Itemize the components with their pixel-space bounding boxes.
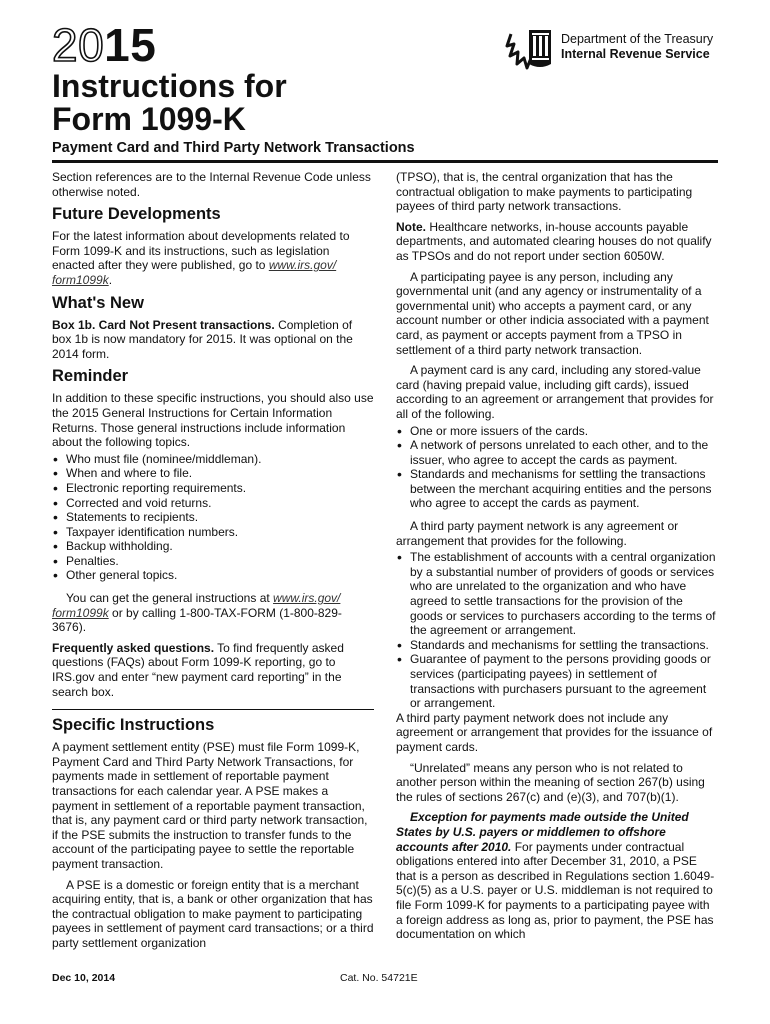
payment-card-list (396, 424, 718, 512)
list-item: • One or more issuers of the cards. (396, 424, 718, 439)
header-rule (52, 160, 718, 163)
page-subtitle: Payment Card and Third Party Network Transactions (52, 140, 415, 156)
title-line-2: Form 1099-K (52, 101, 246, 137)
list-item: • Guarantee of payment to the persons providing goods or services (participating payees) in settlement of transactions with purchasers pursuant to the agreement or arrangement. (396, 652, 718, 710)
list-item: • Electronic reporting requirements. (52, 481, 374, 496)
topics-list (52, 452, 374, 583)
list-item: • Corrected and void returns. (52, 496, 374, 511)
whats-new-heading: What's New (52, 293, 144, 312)
exception-text: Exception for payments made outside the United States by U.S. payers or middlemen to offshore accounts after 2010. For payments under contractual obligations entered into after December 31, 2010, a PSE that is a person as described in Regulations section 1.6049-5(c)(5) as a U.S. payer or U.S. middleman is not required to file Form 1099-K for payments to a participating payee with a foreign address as long as, prior to payment, the PSE has documentation on which (396, 810, 715, 942)
participating-payee-definition: A participating payee is any person, including any governmental unit (and any agency or instrumentality of a governmental unit) who accepts a payment card, or any account number or other indicia associated with a payment card, as payment or accepts payment from a TPSO in settlement of a third party network transaction. (396, 269, 709, 357)
list-item: • A network of persons unrelated to each other, and to the issuer, who agree to accept the cards as payment. (396, 438, 718, 467)
list-item: • Penalties. (52, 554, 374, 569)
unrelated-definition: “Unrelated” means any person who is not related to another person within the meaning of section 267(b) using the rules of sections 267(c) and (e)(3), and 707(b)(1). (396, 760, 705, 804)
faq-text: Frequently asked questions. To find frequently asked questions (FAQs) about Form 1099-K reporting, go to IRS.gov and enter “new payment card reporting” in the search box. (52, 640, 344, 699)
note-text: Note. Healthcare networks, in-house accounts payable departments, and automated clearing houses do not qualify as TPSOs and do not report under section 6050W. (396, 219, 712, 263)
page-title (52, 70, 287, 136)
agency-name (561, 32, 713, 62)
future-developments-text: For the latest information about developments related to Form 1099-K and its instructions, such as legislation enacted after they were published, go to www.irs.gov/ form1099k. (52, 229, 350, 287)
irs-link[interactable]: www.irs.gov/ form1099k (52, 258, 337, 287)
agency-irs: Internal Revenue Service (561, 47, 710, 61)
footer-date: Dec 10, 2014 (52, 972, 116, 984)
reminder-text: In addition to these specific instructions, you should also use the 2015 General Instructions for Certain Information Returns. Those general instructions include information about the following topics. (52, 391, 374, 450)
year-prefix: 20 (52, 19, 105, 71)
list-item: • Taxpayer identification numbers. (52, 525, 374, 540)
list-item: • Statements to recipients. (52, 510, 374, 525)
network-exclusion-text: A third party payment network does not include any agreement or arrangement that provides for the issuance of payment cards. (396, 710, 713, 754)
network-list (396, 550, 718, 711)
specific-instructions-heading: Specific Instructions (52, 716, 215, 735)
reminder-heading: Reminder (52, 367, 129, 386)
list-item: • When and where to file. (52, 466, 374, 481)
future-developments-heading: Future Developments (52, 205, 221, 224)
form-year (52, 19, 157, 71)
right-column (396, 170, 718, 948)
general-instructions-text: You can get the general instructions at www.irs.gov/ form1099k or by calling 1-800-TAX-FORM (1-800-829-3676). (52, 591, 342, 635)
tpso-text: (TPSO), that is, the central organization that has the contractual obligation to make payments to participating payees of third party network transactions. (396, 170, 693, 214)
agency-department: Department of the Treasury (561, 32, 714, 46)
treasury-eagle-seal-icon (505, 24, 555, 72)
specific-instructions-p2: A PSE is a domestic or foreign entity that is a merchant acquiring entity, that is, a bank or other organization that has the contractual obligation to make payment to participating payees in settlement of payment card transactions; or a third party settlement organization (52, 877, 374, 950)
list-item: • Standards and mechanisms for settling the transactions between the merchant acquiring entities and the persons who agree to accept the cards as payment. (396, 467, 718, 511)
year-suffix: 15 (104, 19, 157, 71)
list-item: • Other general topics. (52, 568, 374, 583)
list-item: • Who must file (nominee/middleman). (52, 452, 374, 467)
footer-catalog-number: Cat. No. 54721E (340, 972, 418, 984)
irs-link[interactable]: www.irs.gov/ form1099k (52, 591, 341, 620)
list-item: • The establishment of accounts with a central organization by a substantial number of providers of goods or services who are unrelated to the organization and who have agreed to settle transactions for the provision of the goods or services to purchasers according to the terms of the agreement or arrangement. (396, 550, 718, 638)
title-line-1: Instructions for (52, 68, 287, 104)
list-item: • Standards and mechanisms for settling the transactions. (396, 638, 718, 653)
network-definition: A third party payment network is any agreement or arrangement that provides for the following. (396, 519, 679, 548)
specific-instructions-p1: A payment settlement entity (PSE) must file Form 1099-K, Payment Card and Third Party Network Transactions, for payments made in settlement of reportable payment transactions for each calendar year. A PSE makes a payment in settlement of a reportable payment transaction, that is, any payment card or third party network transaction, if the PSE submits the instruction to transfer funds to the account of the participating payee to settle the reportable payment transaction. (52, 740, 368, 871)
intro-text: Section references are to the Internal Revenue Code unless otherwise noted. (52, 170, 371, 199)
section-divider (52, 709, 374, 710)
whats-new-text: Box 1b. Card Not Present transactions. Completion of box 1b is now mandatory for 2015. It was optional on the 2014 form. (52, 317, 353, 361)
list-item: • Backup withholding. (52, 539, 374, 554)
left-column (52, 170, 374, 957)
payment-card-definition: A payment card is any card, including any stored-value card (having prepaid value, including gift cards), issued according to an agreement or arrangement that provides for all of the following. (396, 363, 714, 421)
